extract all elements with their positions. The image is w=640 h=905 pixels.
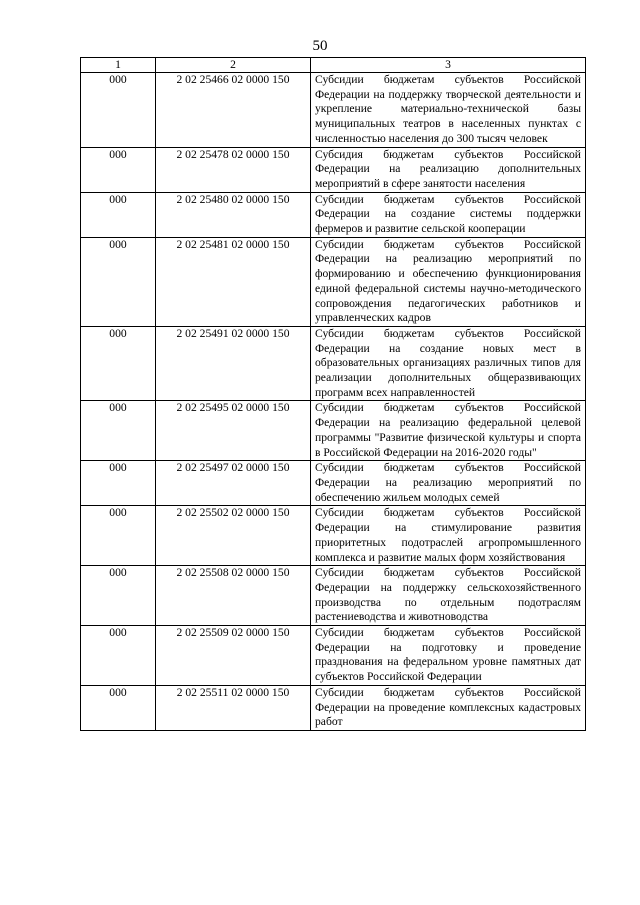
budget-code-cell: 2 02 25481 02 0000 150 [156, 237, 311, 326]
admin-code-cell: 000 [81, 461, 156, 506]
table-row [81, 326, 586, 401]
admin-code-cell: 000 [81, 626, 156, 686]
budget-code-cell: 2 02 25466 02 0000 150 [156, 73, 311, 148]
table-header-row [81, 58, 586, 73]
description-cell: Субсидии бюджетам субъектов Российской Федерации на проведение комплексных кадастровых работ [311, 685, 586, 730]
admin-code-cell: 000 [81, 147, 156, 192]
table-row [81, 401, 586, 461]
admin-code-cell: 000 [81, 192, 156, 237]
description-cell: Субсидии бюджетам субъектов Российской Федерации на поддержку сельскохозяйственного производства по отдельным подотраслям растениеводства и животноводства [311, 566, 586, 626]
table-row [81, 461, 586, 506]
admin-code-cell: 000 [81, 237, 156, 326]
budget-code-cell: 2 02 25502 02 0000 150 [156, 506, 311, 566]
admin-code-cell: 000 [81, 566, 156, 626]
description-cell: Субсидии бюджетам субъектов Российской Федерации на реализацию мероприятий по формированию и обеспечению функционирования единой федеральной системы научно-методического сопровождения педагогических работников и управленческих кадров [311, 237, 586, 326]
description-cell: Субсидии бюджетам субъектов Российской Федерации на поддержку творческой деятельности и укрепление материально-технической базы муниципальных театров в населенных пунктах с численностью населения до 300 тысяч человек [311, 73, 586, 148]
column-header-3: 3 [311, 58, 586, 73]
description-cell: Субсидия бюджетам субъектов Российской Федерации на реализацию дополнительных мероприятий в сфере занятости населения [311, 147, 586, 192]
table-row [81, 73, 586, 148]
description-cell: Субсидии бюджетам субъектов Российской Федерации на реализацию мероприятий по обеспечению жильем молодых семей [311, 461, 586, 506]
budget-code-cell: 2 02 25508 02 0000 150 [156, 566, 311, 626]
budget-code-cell: 2 02 25491 02 0000 150 [156, 326, 311, 401]
table-row [81, 506, 586, 566]
table-row [81, 566, 586, 626]
column-header-2: 2 [156, 58, 311, 73]
budget-code-cell: 2 02 25478 02 0000 150 [156, 147, 311, 192]
budget-classification-table [80, 57, 586, 731]
description-cell: Субсидии бюджетам субъектов Российской Федерации на стимулирование развития приоритетных подотраслей агропромышленного комплекса и развитие малых форм хозяйствования [311, 506, 586, 566]
admin-code-cell: 000 [81, 506, 156, 566]
table-row [81, 626, 586, 686]
admin-code-cell: 000 [81, 401, 156, 461]
description-cell: Субсидии бюджетам субъектов Российской Федерации на подготовку и проведение празднования на федеральном уровне памятных дат субъектов Российской Федерации [311, 626, 586, 686]
table-row [81, 685, 586, 730]
admin-code-cell: 000 [81, 73, 156, 148]
budget-code-cell: 2 02 25497 02 0000 150 [156, 461, 311, 506]
description-cell: Субсидии бюджетам субъектов Российской Федерации на реализацию федеральной целевой программы "Развитие физической культуры и спорта в Российской Федерации на 2016-2020 годы" [311, 401, 586, 461]
description-cell: Субсидии бюджетам субъектов Российской Федерации на создание системы поддержки фермеров и развитие сельской кооперации [311, 192, 586, 237]
column-header-1: 1 [81, 58, 156, 73]
budget-code-cell: 2 02 25509 02 0000 150 [156, 626, 311, 686]
budget-code-cell: 2 02 25511 02 0000 150 [156, 685, 311, 730]
budget-code-cell: 2 02 25480 02 0000 150 [156, 192, 311, 237]
description-cell: Субсидии бюджетам субъектов Российской Федерации на создание новых мест в образовательных организациях различных типов для реализации дополнительных общеразвивающих программ всех направленностей [311, 326, 586, 401]
admin-code-cell: 000 [81, 685, 156, 730]
page-number: 50 [312, 38, 328, 54]
table-row [81, 237, 586, 326]
table-row [81, 192, 586, 237]
table-row [81, 147, 586, 192]
admin-code-cell: 000 [81, 326, 156, 401]
budget-code-cell: 2 02 25495 02 0000 150 [156, 401, 311, 461]
